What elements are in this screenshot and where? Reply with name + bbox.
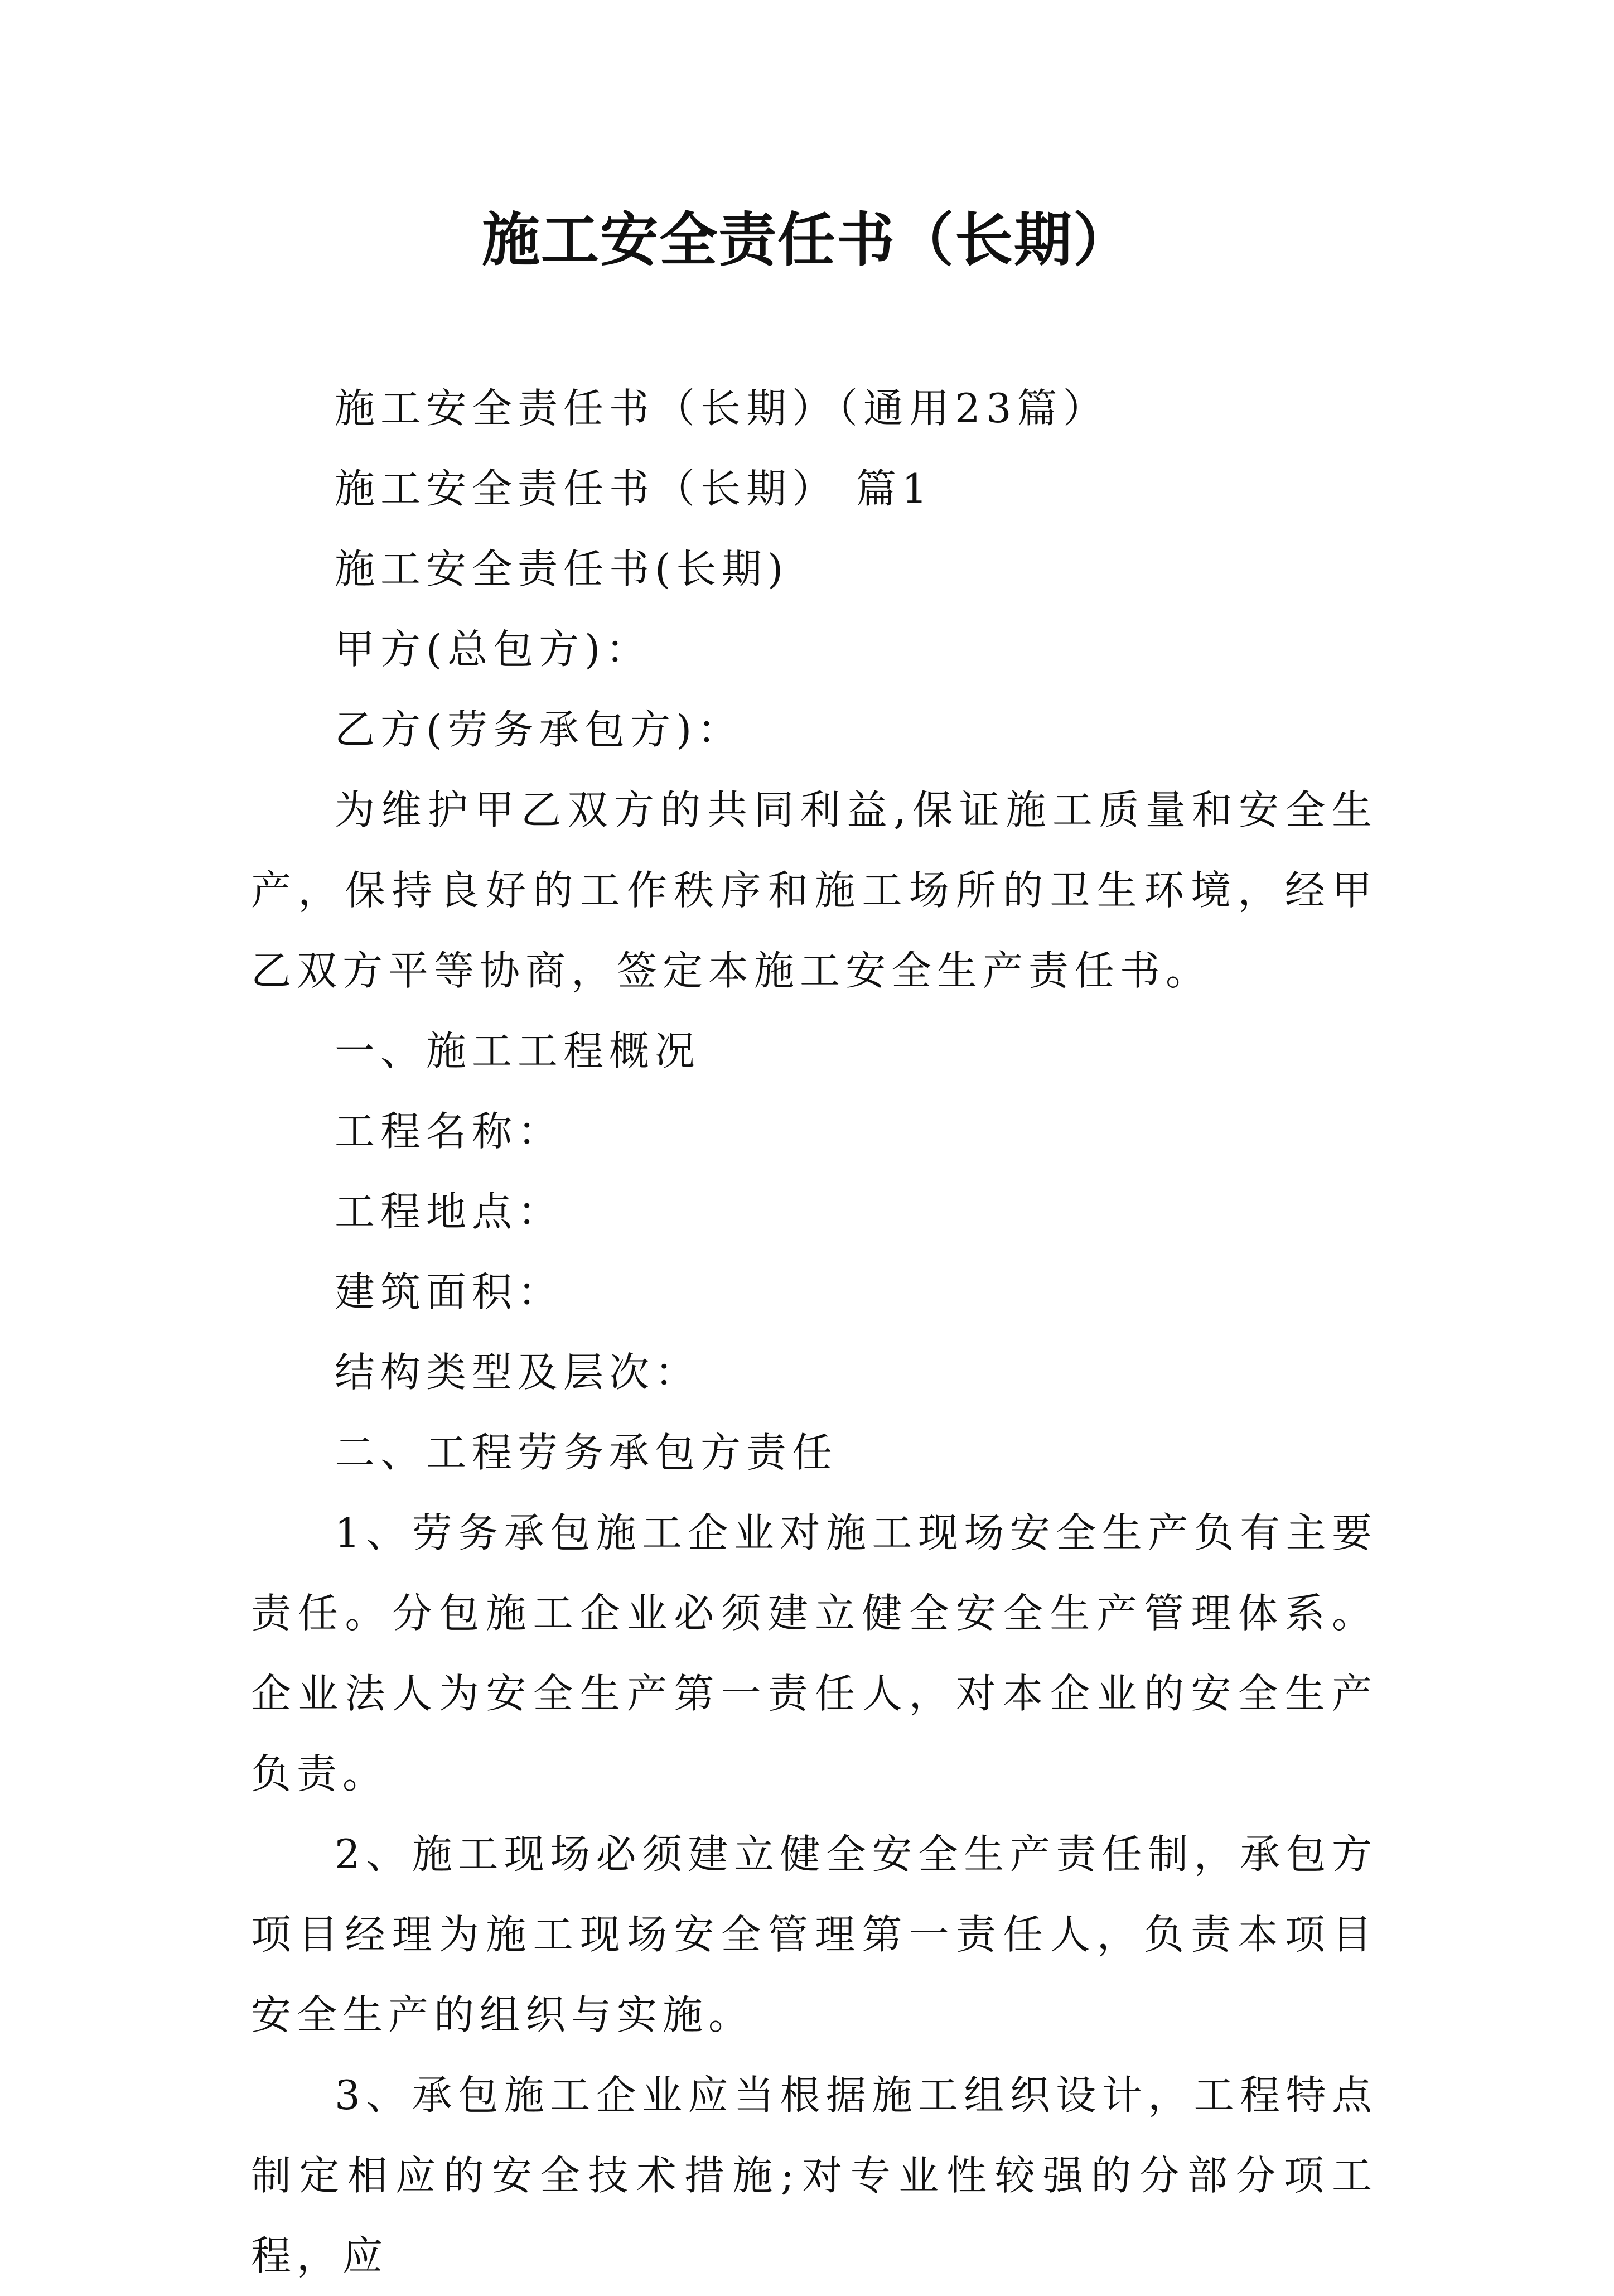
paragraph-party-b: 乙方(劳务承包方)：	[335, 706, 743, 753]
field-structure-type: 结构类型及层次：	[335, 1349, 701, 1396]
document-title: 施工安全责任书（长期）	[481, 205, 1132, 274]
field-project-name: 工程名称：	[335, 1108, 564, 1155]
section-heading-contractor-duties: 二、工程劳务承包方责任	[335, 1429, 838, 1476]
paragraph-party-a: 甲方(总包方)：	[335, 626, 652, 673]
paragraph-article-heading: 施工安全责任书（长期） 篇1	[335, 465, 933, 512]
field-project-location: 工程地点：	[335, 1188, 564, 1235]
clause-1: 1、劳务承包施工企业对施工现场安全生产负有主要责任。分包施工企业必须建立健全安全生产管理体系。企业法人为安全生产第一责任人，对本企业的安全生产负责。	[251, 1509, 1378, 1797]
clause-3: 3、承包施工企业应当根据施工组织设计，工程特点制定相应的安全技术措施;对专业性较强的分部分项工程，应	[251, 2072, 1378, 2279]
paragraph-preamble: 为维护甲乙双方的共同利益,保证施工质量和安全生产，保持良好的工作秩序和施工场所的卫生环境，经甲乙双方平等协商，签定本施工安全生产责任书。	[251, 787, 1378, 994]
paragraph-doc-name: 施工安全责任书(长期)	[335, 546, 789, 592]
document-body	[251, 368, 1378, 2296]
clause-2: 2、施工现场必须建立健全安全生产责任制，承包方项目经理为施工现场安全管理第一责任人，负责本项目安全生产的组织与实施。	[251, 1831, 1378, 2038]
section-heading-overview: 一、施工工程概况	[335, 1028, 701, 1074]
field-building-area: 建筑面积：	[335, 1268, 564, 1315]
paragraph-collection-title: 施工安全责任书（长期）（通用23篇）	[335, 385, 1109, 432]
